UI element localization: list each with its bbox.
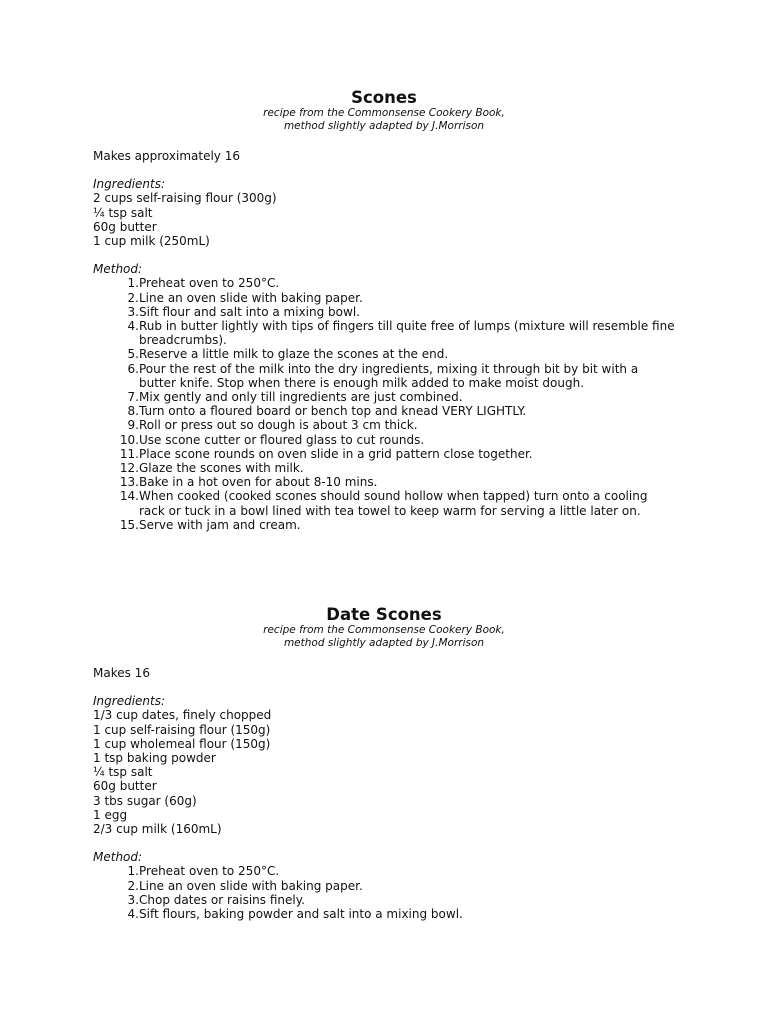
step-number: 4. — [127, 319, 139, 334]
step-text: Sift flours, baking powder and salt into a mixing bowl. — [139, 907, 463, 922]
step-text: Turn onto a floured board or bench top and knead VERY LIGHTLY. — [139, 404, 527, 419]
ingredient-item: 2 cups self-raising flour (300g) — [93, 191, 277, 206]
method-step — [93, 418, 693, 432]
step-number: 1. — [127, 864, 139, 879]
method-step — [93, 305, 693, 319]
ingredient-item: 1 egg — [93, 807, 128, 822]
step-number: 2. — [127, 878, 139, 893]
step-text: Pour the rest of the milk into the dry ingredients, mixing it through bit by bit with a butter knife. Stop when there is enough milk added to make moist dough. — [139, 361, 639, 390]
step-text: Preheat oven to 250°C. — [139, 276, 280, 291]
step-text: Rub in butter lightly with tips of fingers till quite free of lumps (mixture will resemble fine breadcrumbs). — [139, 319, 675, 348]
step-number: 5. — [127, 347, 139, 362]
recipe-title: Date Scones — [326, 605, 442, 624]
recipe-title: Scones — [351, 88, 417, 107]
step-text: Bake in a hot oven for about 8-10 mins. — [139, 475, 378, 490]
method-step — [93, 907, 693, 921]
step-number: 3. — [127, 892, 139, 907]
ingredient-item: 60g butter — [93, 779, 157, 794]
step-text: Glaze the scones with milk. — [139, 461, 304, 476]
method-step — [93, 489, 693, 517]
method-step — [93, 461, 693, 475]
step-number: 9. — [127, 418, 139, 433]
method-step — [93, 433, 693, 447]
method-step — [93, 276, 693, 290]
step-number: 11. — [119, 446, 139, 461]
ingredient-item: 1 tsp baking powder — [93, 751, 216, 766]
step-number: 13. — [119, 475, 139, 490]
method-step — [93, 291, 693, 305]
ingredient-item: 1/3 cup dates, finely chopped — [93, 708, 272, 723]
method-steps — [93, 864, 693, 921]
step-text: Mix gently and only till ingredients are just combined. — [139, 390, 463, 405]
step-number: 15. — [119, 517, 139, 532]
recipe-scones — [93, 88, 693, 532]
step-text: Chop dates or raisins finely. — [139, 892, 305, 907]
ingredient-item: 1 cup milk (250mL) — [93, 234, 210, 249]
step-text: Line an oven slide with baking paper. — [139, 290, 363, 305]
step-number: 10. — [119, 432, 139, 447]
step-text: Reserve a little milk to glaze the scones at the end. — [139, 347, 449, 362]
step-text: Roll or press out so dough is about 3 cm thick. — [139, 418, 418, 433]
step-text: Serve with jam and cream. — [139, 517, 301, 532]
recipe-source-line-2: method slightly adapted by J.Morrison — [283, 119, 485, 132]
step-text: Line an oven slide with baking paper. — [139, 878, 363, 893]
step-number: 1. — [127, 276, 139, 291]
method-step — [93, 447, 693, 461]
ingredients-label: Ingredients: — [93, 694, 166, 709]
step-text: Use scone cutter or floured glass to cut rounds. — [139, 432, 425, 447]
method-step — [93, 404, 693, 418]
ingredient-item: ¼ tsp salt — [93, 205, 153, 220]
recipe-yield: Makes 16 — [93, 666, 150, 680]
ingredient-item: 60g butter — [93, 219, 157, 234]
method-label: Method: — [93, 850, 143, 865]
method-step — [93, 362, 693, 390]
step-text: Preheat oven to 250°C. — [139, 864, 280, 879]
method-label: Method: — [93, 262, 143, 277]
method-step — [93, 347, 693, 361]
step-number: 12. — [119, 461, 139, 476]
ingredient-item: 1 cup wholemeal flour (150g) — [93, 736, 271, 751]
method-step — [93, 864, 693, 878]
recipe-source-line-1: recipe from the Commonsense Cookery Book, — [263, 107, 505, 119]
ingredient-item: ¼ tsp salt — [93, 765, 153, 780]
recipe-yield: Makes approximately 16 — [93, 149, 240, 163]
ingredients-list — [93, 191, 693, 248]
method-step — [93, 879, 693, 893]
method-step — [93, 518, 693, 532]
step-text: When cooked (cooked scones should sound hollow when tapped) turn onto a cooling rack or tuck in a bowl lined with tea towel to keep warm for serving a little later on. — [139, 489, 648, 518]
step-number: 7. — [127, 390, 139, 405]
recipe-source-line-2: method slightly adapted by J.Morrison — [283, 636, 485, 649]
step-number: 4. — [127, 907, 139, 922]
method-steps — [93, 276, 693, 532]
recipe-date-scones — [93, 605, 693, 921]
ingredient-item: 1 cup self-raising flour (150g) — [93, 722, 271, 737]
step-number: 2. — [127, 290, 139, 305]
method-step — [93, 893, 693, 907]
ingredients-list — [93, 708, 693, 836]
method-step — [93, 319, 693, 347]
ingredient-item: 2/3 cup milk (160mL) — [93, 822, 222, 837]
method-step — [93, 475, 693, 489]
step-number: 3. — [127, 304, 139, 319]
step-number: 6. — [127, 361, 139, 376]
recipe-source-line-1: recipe from the Commonsense Cookery Book, — [263, 624, 505, 636]
step-text: Sift flour and salt into a mixing bowl. — [139, 304, 360, 319]
step-number: 8. — [127, 404, 139, 419]
step-text: Place scone rounds on oven slide in a grid pattern close together. — [139, 446, 533, 461]
ingredients-label: Ingredients: — [93, 177, 166, 192]
method-step — [93, 390, 693, 404]
ingredient-item: 3 tbs sugar (60g) — [93, 793, 197, 808]
step-number: 14. — [119, 489, 139, 504]
